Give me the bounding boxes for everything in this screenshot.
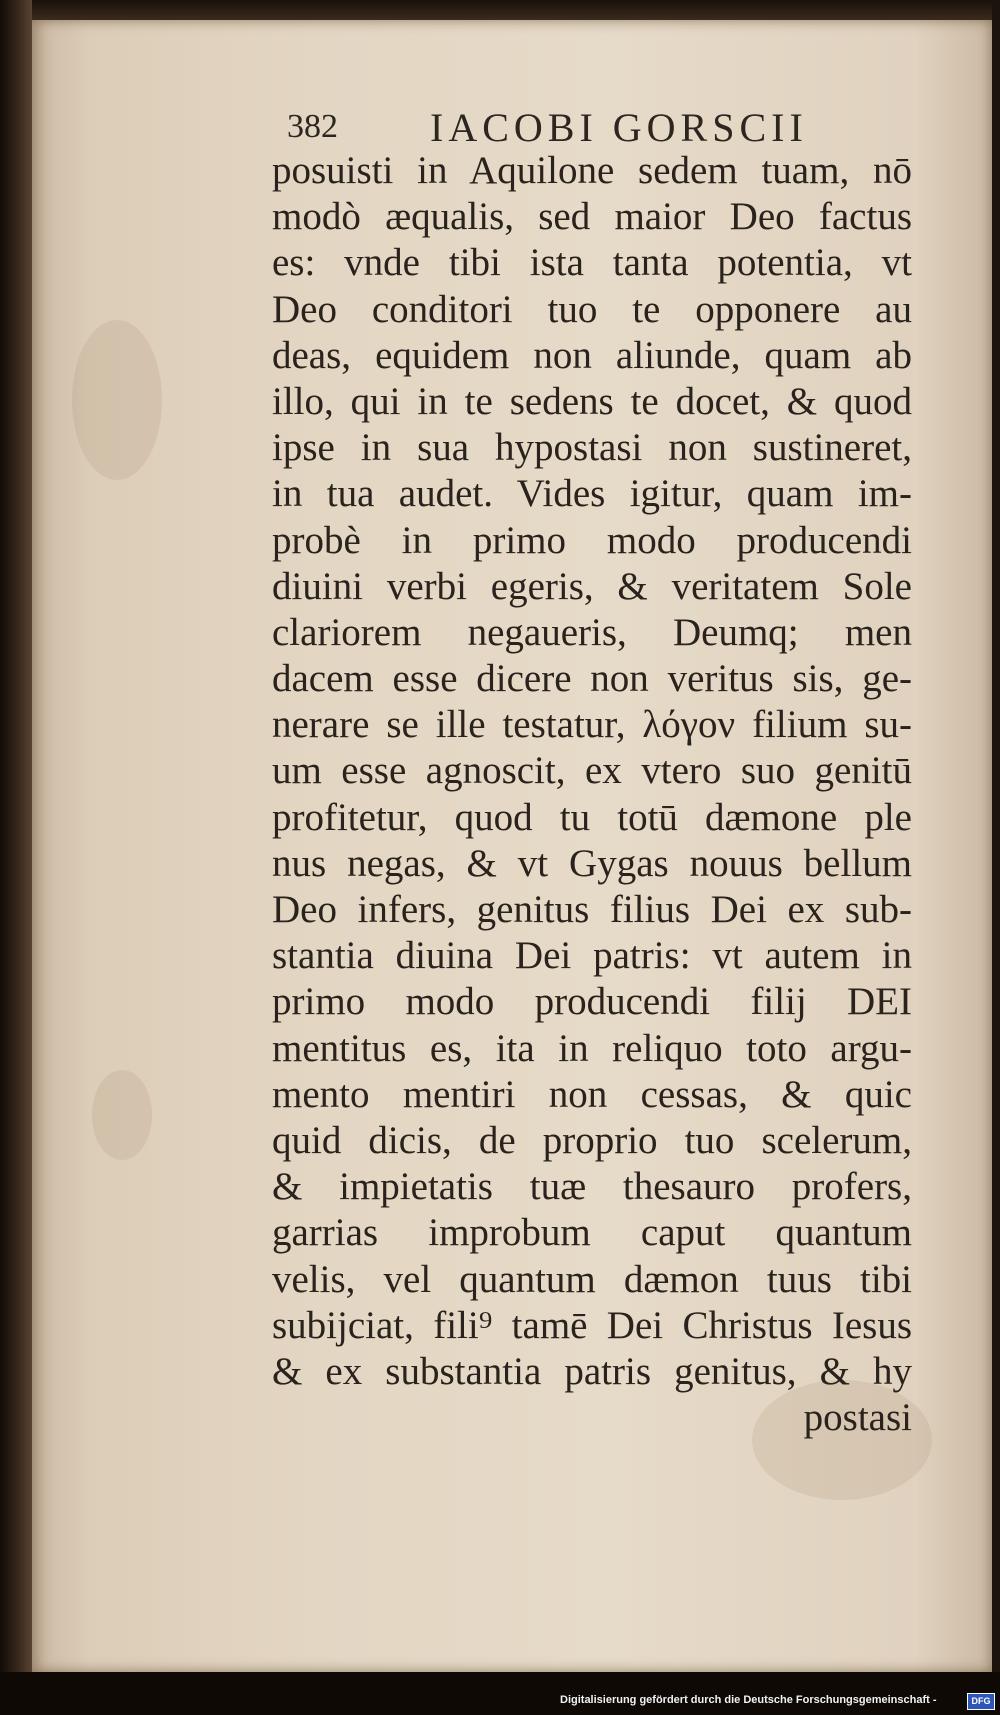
text-line: deas, equidem non aliunde, quam ab (272, 333, 912, 377)
text-line: garrias improbum caput quantum (272, 1211, 912, 1255)
text-line: probè in primo modo producendi (272, 518, 912, 562)
paper-stain (72, 320, 162, 480)
text-line: mento mentiri non cessas, & quic (272, 1072, 912, 1116)
dfg-logo-icon: DFG (967, 1693, 995, 1710)
scan-frame-top (0, 0, 1000, 22)
funding-credit: Digitalisierung gefördert durch die Deutsche Forschungsgemeinschaft - (560, 1694, 937, 1706)
text-line: subijciat, fili⁹ tamē Dei Christus Iesus (272, 1303, 912, 1347)
text-line: stantia diuina Dei patris: vt autem in (272, 934, 912, 978)
text-line: in tua audet. Vides igitur, quam im- (272, 472, 912, 516)
text-line: Deo infers, genitus filius Dei ex sub- (272, 888, 912, 931)
text-line: es: vnde tibi ista tanta potentia, vt (272, 241, 912, 285)
text-line: illo, qui in te sedens te docet, & quod (272, 379, 912, 423)
text-line: ipse in sua hypostasi non sustineret, (272, 426, 912, 470)
text-line: diuini verbi egeris, & veritatem Sole (272, 564, 912, 608)
text-line: modò æqualis, sed maior Deo factus (272, 195, 912, 239)
text-line: profitetur, quod tu totū dæmone ple (272, 795, 912, 839)
page-header (32, 90, 992, 150)
page-number: 382 (287, 108, 338, 145)
body-text (272, 148, 912, 1441)
text-line: velis, vel quantum dæmon tuus tibi (272, 1257, 912, 1301)
text-line: um esse agnoscit, ex vtero suo genitū (272, 749, 912, 793)
text-line: dacem esse dicere non veritus sis, ge- (272, 657, 912, 701)
text-line: nerare se ille testatur, λόγον filium su- (272, 703, 912, 747)
scan-frame-right (992, 0, 1000, 1715)
running-head: IACOBI GORSCII (430, 105, 808, 150)
catchword: postasi (803, 1396, 912, 1440)
text-line: & ex substantia patris genitus, & hy (272, 1349, 912, 1393)
paper-stain (92, 1070, 152, 1160)
text-line: nus negas, & vt Gygas nouus bellum (272, 841, 912, 885)
text-line: mentitus es, ita in reliquo toto argu- (272, 1026, 912, 1070)
text-line: clariorem negaueris, Deumq; men (272, 610, 912, 654)
text-line: & impietatis tuæ thesauro profers, (272, 1165, 912, 1209)
digitization-footer (0, 1689, 1000, 1715)
book-page (32, 20, 992, 1672)
text-line: posuisti in Aquilone sedem tuam, nō (272, 149, 912, 192)
text-line: primo modo producendi filij DEI (272, 980, 912, 1024)
text-line: Deo conditori tuo te opponere au (272, 287, 912, 331)
text-line: quid dicis, de proprio tuo scelerum, (272, 1118, 912, 1162)
scan-frame-left (0, 0, 32, 1715)
